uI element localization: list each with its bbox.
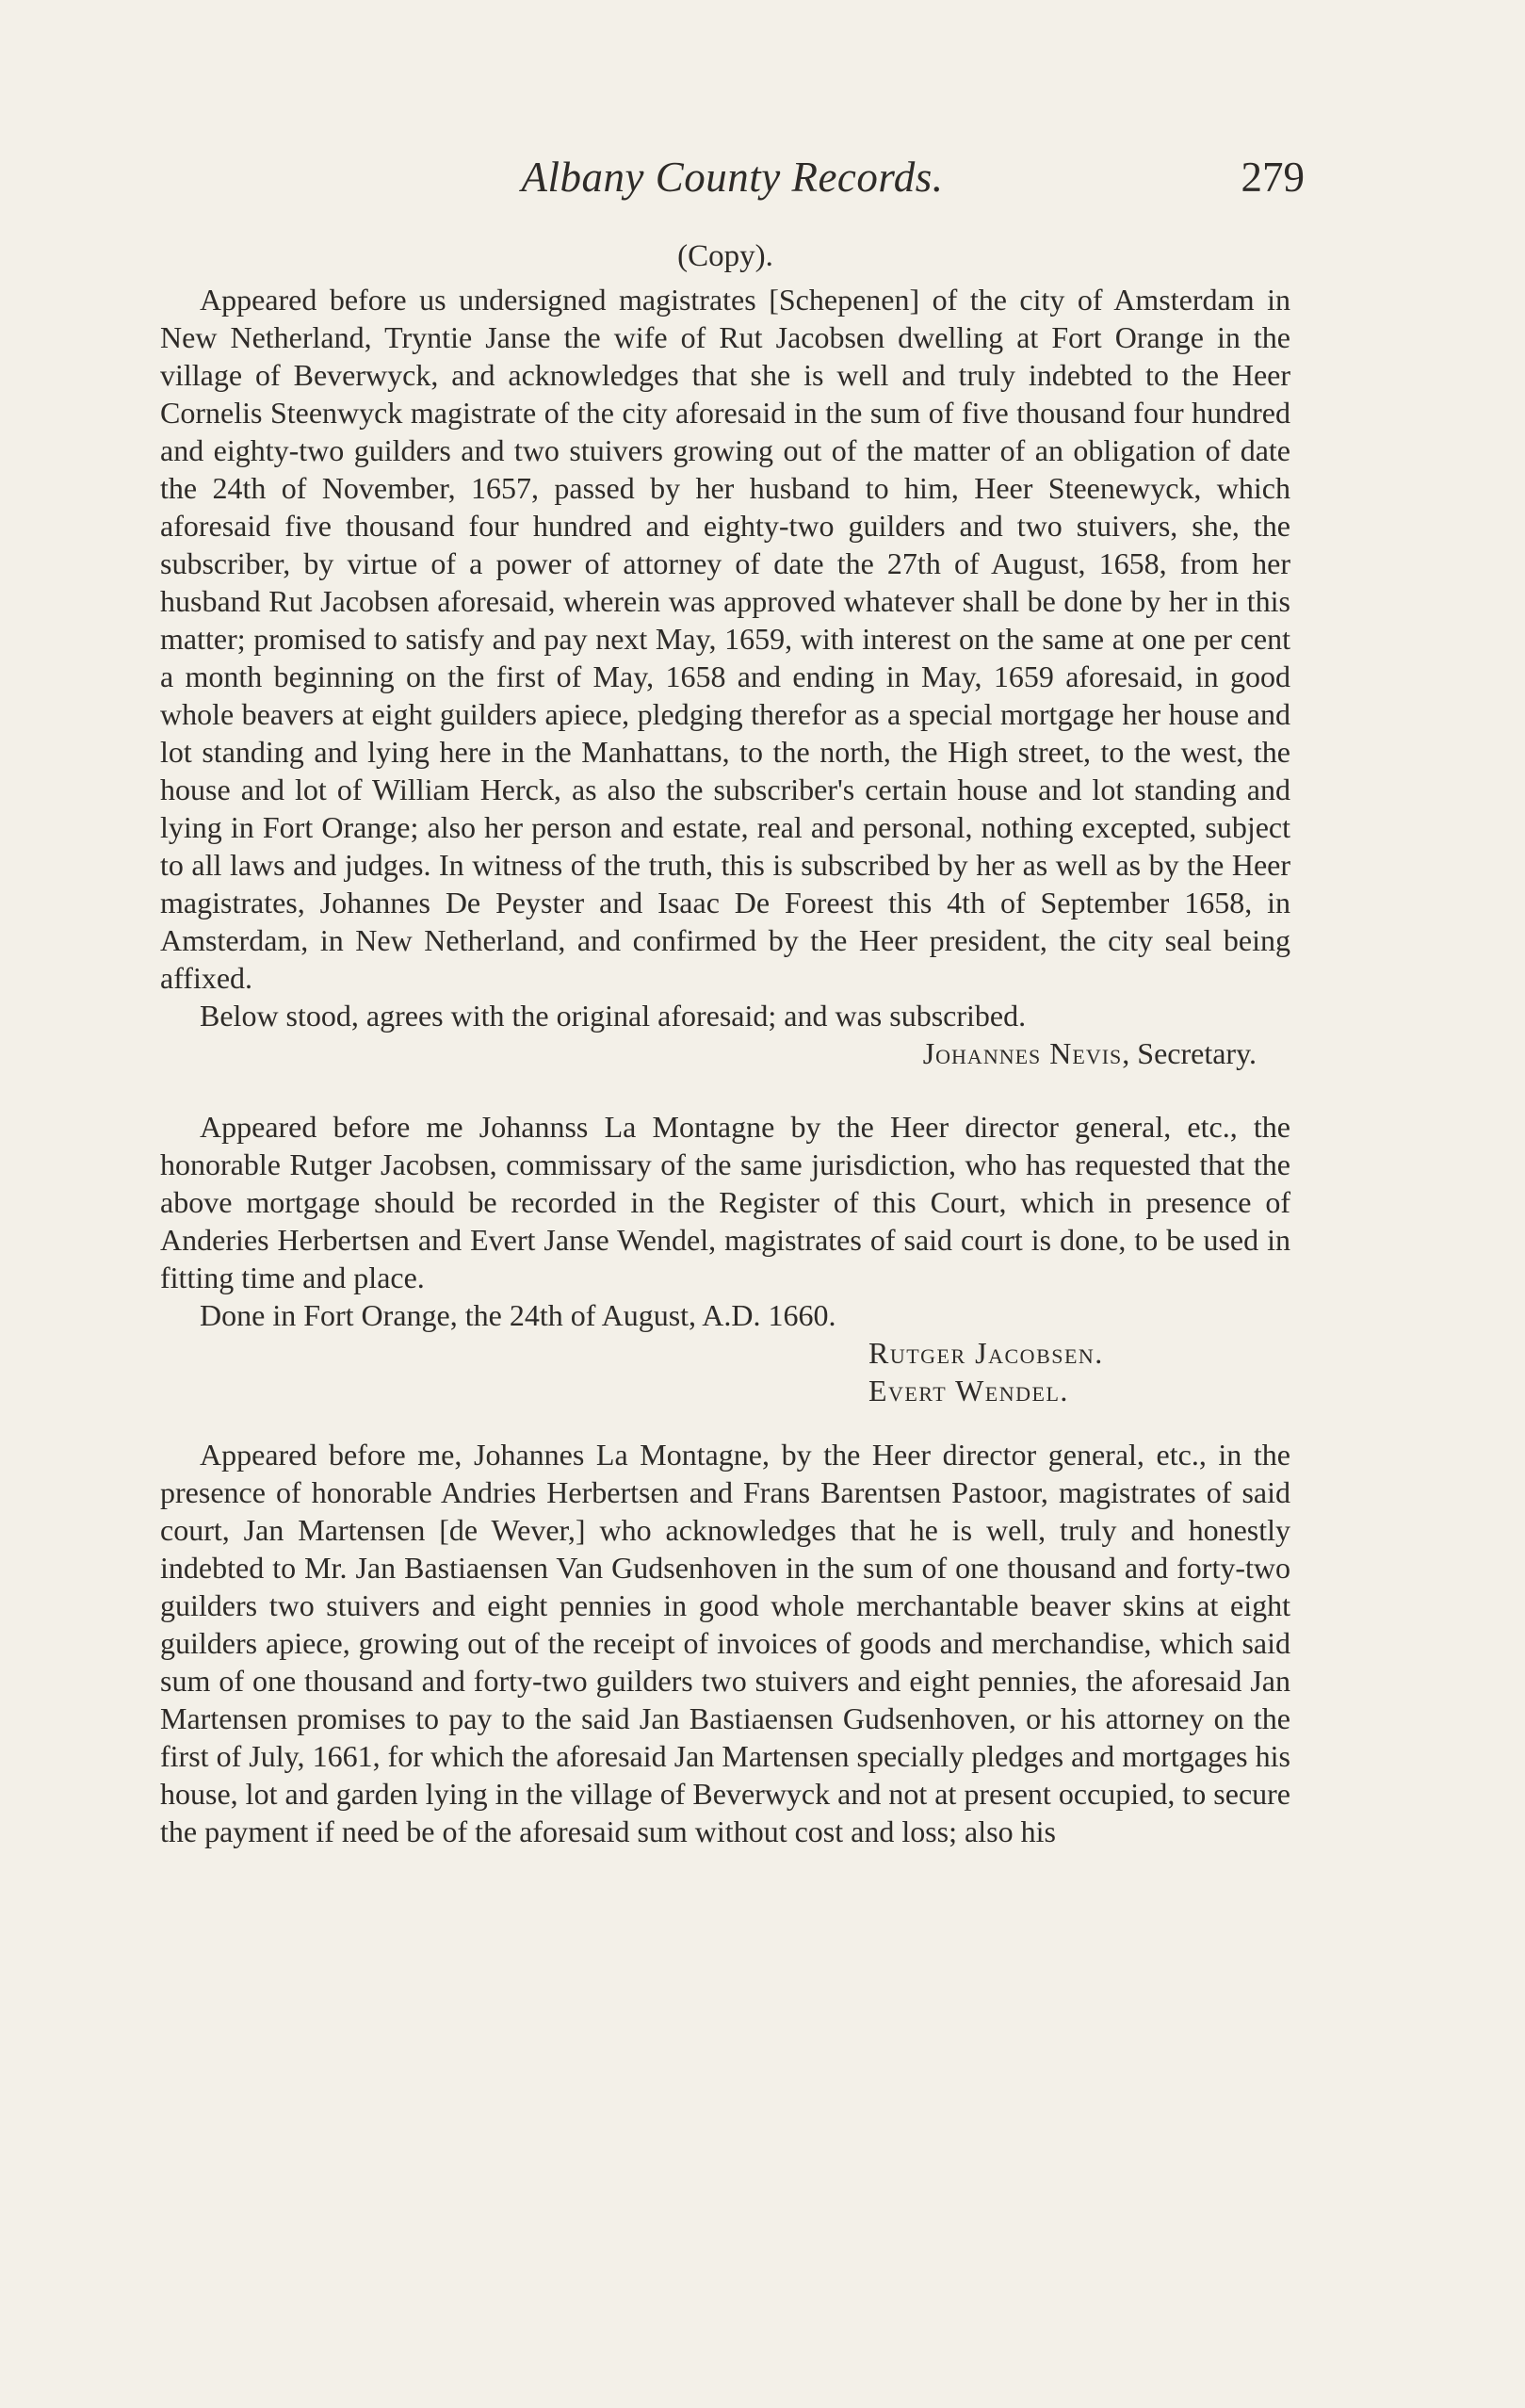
signature-title: , Secretary. <box>1122 1036 1257 1070</box>
page-number: 279 <box>1241 154 1305 201</box>
paragraph-recording-request: Appeared before me Johannss La Montagne by the Heer director general, etc., the honorable Rutger Jacobsen, commissary of the same jurisdiction, who has requested that the above mortgage should be recorded in the Register of this Court, which in presence of Anderies Herbertsen and Evert Janse Wendel, magistrates of said court is done, to be used in fitting time and place. <box>160 1110 1290 1294</box>
paragraph-below-stood: Below stood, agrees with the original aforesaid; and was subscribed. <box>200 999 1027 1033</box>
paragraph-martensen-mortgage: Appeared before me, Johannes La Montagne, by the Heer director general, etc., in the presence of honorable Andries Herbertsen and Frans Barentsen Pastoor, magistrates of said court, Jan Martensen [de Wever,] who acknowledges that he is well, truly and honestly indebted to Mr. Jan Bastiaensen Van Gudsenhoven in the sum of one thousand and forty-two guilders two stuivers and eight pennies in good whole merchantable beaver skins at eight guilders apiece, growing out of the receipt of invoices of goods and merchandise, which said sum of one thousand and forty-two guilders two stuivers and eight pennies, the aforesaid Jan Martensen promises to pay to the said Jan Bastiaensen Gudsenhoven, or his attorney on the first of July, 1661, for which the aforesaid Jan Martensen specially pledges and mortgages his house, lot and garden lying in the village of Beverwyck and not at present occupied, to secure the payment if need be of the aforesaid sum without cost and loss; also his <box>160 1438 1290 1848</box>
signatures-block <box>160 1334 1290 1409</box>
signature-evert-wendel: Evert Wendel. <box>868 1374 1069 1407</box>
body-text <box>160 281 1290 1850</box>
section-gap <box>160 1072 1290 1108</box>
section-gap <box>160 1409 1290 1436</box>
running-title: Albany County Records. <box>521 154 944 201</box>
paragraph-mortgage-deed: Appeared before us undersigned magistrates [Schepenen] of the city of Amsterdam in New Netherland, Tryntie Janse the wife of Rut Jacobsen dwelling at Fort Orange in the village of Beverwyck, and acknowledges that she is well and truly indebted to the Heer Cornelis Steenwyck magistrate of the city aforesaid in the sum of five thousand four hundred and eighty-two guilders and two stuivers growing out of the matter of an obligation of date the 24th of November, 1657, passed by her husband to him, Heer Steenewyck, which aforesaid five thousand four hundred and eighty-two guilders and two stuivers, she, the subscriber, by virtue of a power of attorney of date the 27th of August, 1658, from her husband Rut Jacobsen aforesaid, wherein was approved whatever shall be done by her in this matter; promised to satisfy and pay next May, 1659, with interest on the same at one per cent a month beginning on the first of May, 1658 and ending in May, 1659 aforesaid, in good whole beavers at eight guilders apiece, pledging therefor as a special mortgage her house and lot standing and lying here in the Manhattans, to the north, the High street, to the west, the house and lot of William Herck, as also the subscriber's certain house and lot standing and lying in Fort Orange; also her person and estate, real and personal, nothing excepted, subject to all laws and judges. In witness of the truth, this is subscribed by her as well as by the Heer magistrates, Johannes De Peyster and Isaac De Foreest this 4th of September 1658, in Amsterdam, in New Netherland, and confirmed by the Heer president, the city seal being affixed. <box>160 283 1290 995</box>
copy-label: (Copy). <box>677 239 773 273</box>
paragraph-done-line: Done in Fort Orange, the 24th of August, A.D. 1660. <box>200 1298 836 1332</box>
signature-rutger-jacobsen: Rutger Jacobsen. <box>868 1336 1104 1370</box>
signature-secretary <box>160 1034 1290 1072</box>
page-header <box>160 153 1305 209</box>
signature-name: Johannes Nevis <box>922 1036 1123 1070</box>
